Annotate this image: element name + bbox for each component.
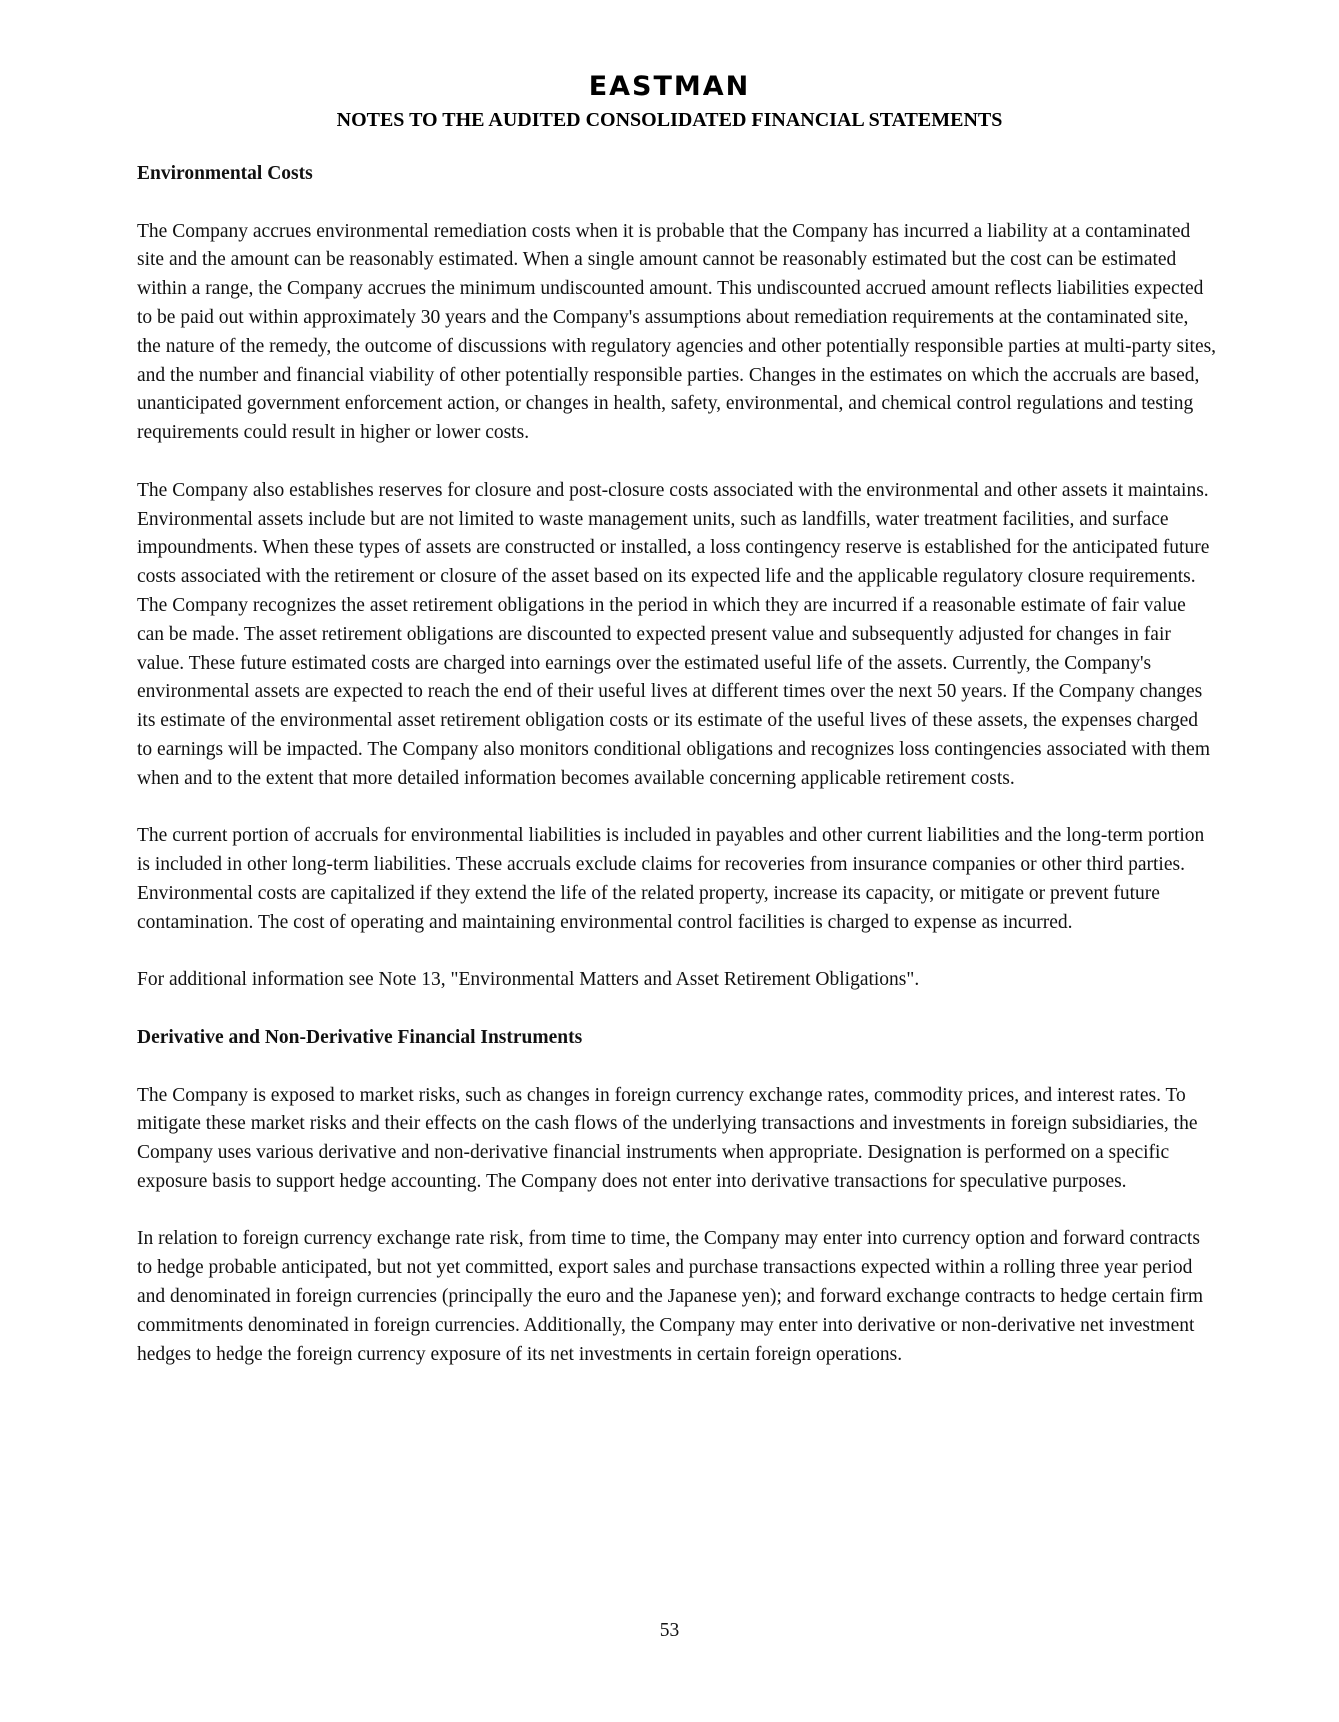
- paragraph: The Company also establishes reserves for closure and post-closure costs associated with the environmental and other assets it maintains. Environmental assets include but are not limited to waste management units, such as landfills, water treatment facilities, and surface impoundments. When these types of assets are constructed or installed, a loss contingency reserve is established for the anticipated future costs associated with the retirement or closure of the asset based on its expected life and the applicable regulatory closure requirements. The Company recognizes the asset retirement obligations in the period in which they are incurred if a reasonable estimate of fair value can be made. The asset retirement obligations are discounted to expected present value and subsequently adjusted for changes in fair value. These future estimated costs are charged into earnings over the estimated useful life of the assets. Currently, the Company's environmental assets are expected to reach the end of their useful lives at different times over the next 50 years. If the Company changes its estimate of the environmental asset retirement obligation costs or its estimate of the useful lives of these assets, the expenses charged to earnings will be impacted. The Company also monitors conditional obligations and recognizes loss contingencies associated with them when and to the extent that more detailed information becomes available concerning applicable retirement costs.: [137, 479, 1210, 789]
- paragraph: The current portion of accruals for environmental liabilities is included in payables and other current liabilities and the long-term portion is included in other long-term liabilities. These accruals exclude claims for recoveries from insurance companies or other third parties. Environmental costs are capitalized if they extend the life of the related property, increase its capacity, or mitigate or prevent future contamination. The cost of operating and maintaining environmental control facilities is charged to expense as incurred.: [137, 825, 1205, 933]
- paragraph: In relation to foreign currency exchange rate risk, from time to time, the Company may enter into currency option and forward contracts to hedge probable anticipated, but not yet committed, export sales and purchase transactions expected within a rolling three year period and denominated in foreign currencies (principally the euro and the Japanese yen); and forward exchange contracts to hedge certain firm commitments denominated in foreign currencies. Additionally, the Company may enter into derivative or non-derivative net investment hedges to hedge the foreign currency exposure of its net investments in certain foreign operations.: [137, 1228, 1204, 1365]
- page-title: NOTES TO THE AUDITED CONSOLIDATED FINANCIAL STATEMENTS: [336, 109, 1003, 131]
- document-body: [137, 160, 1217, 1398]
- page-number: 53: [659, 1620, 680, 1641]
- paragraph: The Company is exposed to market risks, such as changes in foreign currency exchange rates, commodity prices, and interest rates. To mitigate these market risks and their effects on the cash flows of the underlying transactions and investments in foreign subsidiaries, the Company uses various derivative and non-derivative financial instruments when appropriate. Designation is performed on a specific exposure basis to support hedge accounting. The Company does not enter into derivative transactions for speculative purposes.: [137, 1084, 1198, 1192]
- section-heading-environmental-costs: Environmental Costs: [137, 163, 313, 184]
- paragraph: The Company accrues environmental remediation costs when it is probable that the Company has incurred a liability at a contaminated site and the amount can be reasonably estimated. When a single amount cannot be reasonably estimated but the cost can be estimated within a range, the Company accrues the minimum undiscounted amount. This undiscounted accrued amount reflects liabilities expected to be paid out within approximately 30 years and the Company's assumptions about remediation requirements at the contaminated site, the nature of the remedy, the outcome of discussions with regulatory agencies and other potentially responsible parties at multi-party sites, and the number and financial viability of other potentially responsible parties. Changes in the estimates on which the accruals are based, unanticipated government enforcement action, or changes in health, safety, environmental, and chemical control regulations and testing requirements could result in higher or lower costs.: [137, 220, 1217, 444]
- paragraph-note-reference: For additional information see Note 13, "Environmental Matters and Asset Retirement Obligations".: [137, 969, 920, 991]
- company-logo: EASTMAN: [588, 71, 751, 102]
- section-heading-derivative-instruments: Derivative and Non-Derivative Financial Instruments: [137, 1026, 583, 1048]
